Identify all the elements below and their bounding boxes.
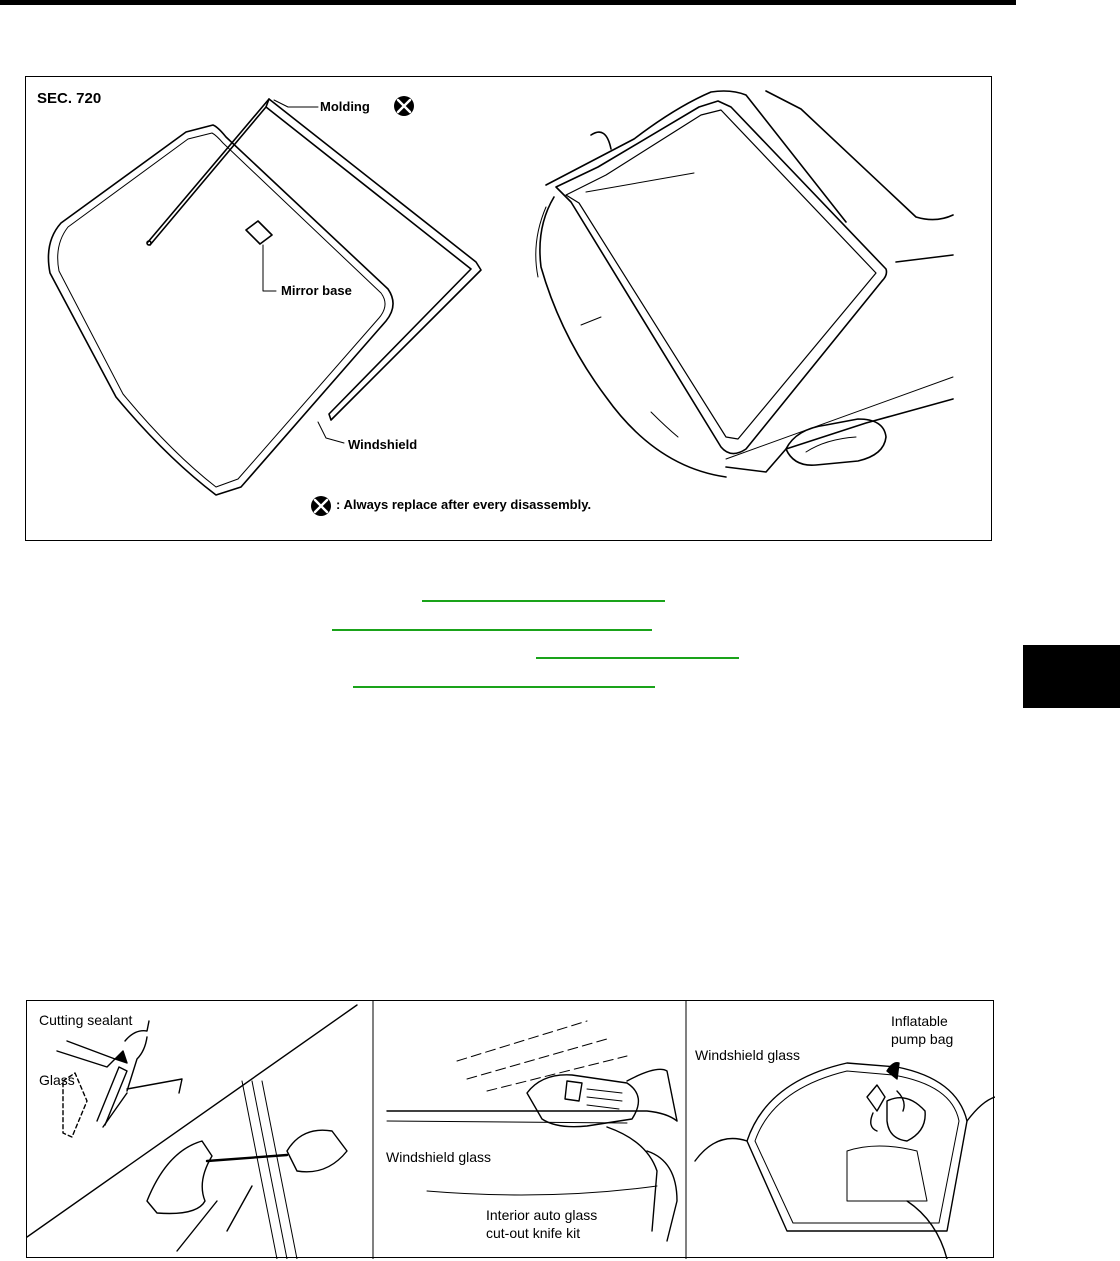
windshield-glass-label: Windshield glass: [386, 1149, 492, 1165]
knife-kit-label-line2: cut-out knife kit: [486, 1225, 581, 1241]
legend-text: : Always replace after every disassembly.: [336, 497, 592, 512]
cutting-sealant-drawing: [27, 1005, 357, 1259]
circle-x-icon: [394, 96, 414, 116]
car-front-drawing: [536, 91, 953, 477]
molding-label: Molding: [320, 99, 370, 114]
windshield-components-figure: [25, 76, 992, 541]
knife-kit-label-line1: Interior auto glass: [486, 1207, 598, 1223]
glass-label: Glass: [39, 1072, 75, 1088]
windshield-glass-label-2: Windshield glass: [695, 1047, 801, 1063]
pump-bag-drawing: [695, 1063, 995, 1259]
removal-procedure-figure: [26, 1000, 994, 1258]
header-rule: [0, 0, 1016, 5]
reference-link-1[interactable]: [422, 600, 665, 602]
section-index-tab: [1023, 645, 1120, 708]
reference-link-2[interactable]: [332, 629, 652, 631]
windshield-label: Windshield: [348, 437, 418, 452]
reference-link-4[interactable]: [353, 686, 655, 688]
legend-circle-x-icon: [311, 496, 331, 516]
reference-link-3[interactable]: [536, 657, 739, 659]
cutting-sealant-label: Cutting sealant: [39, 1012, 133, 1028]
windshield-drawing: [26, 77, 993, 542]
pump-bag-label-line1: Inflatable: [891, 1013, 948, 1029]
mirror-base-label: Mirror base: [281, 283, 352, 298]
pump-bag-label-line2: pump bag: [891, 1031, 954, 1047]
section-label: SEC. 720: [37, 90, 102, 107]
